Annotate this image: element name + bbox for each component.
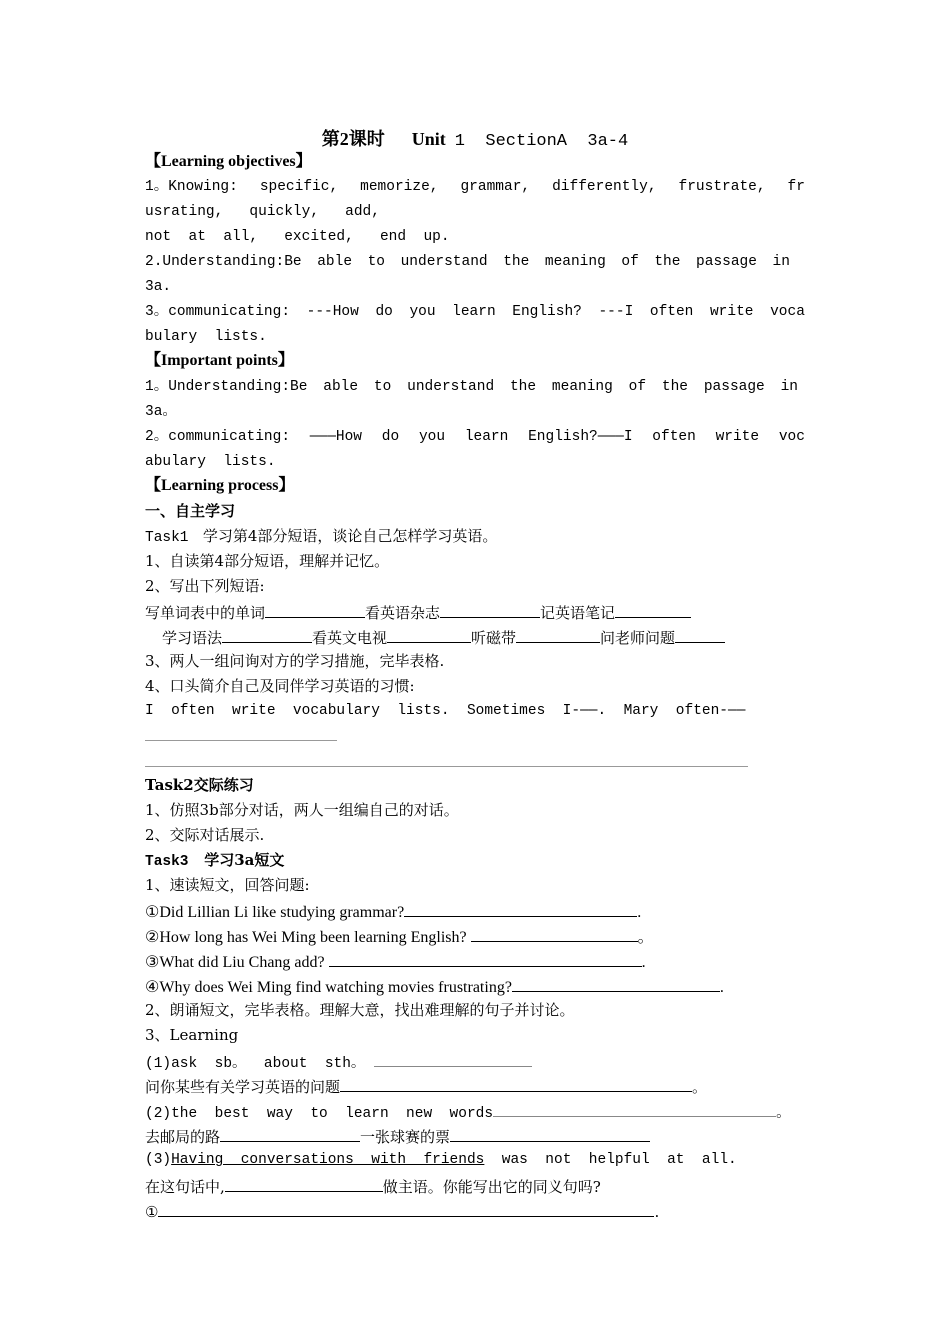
learning-1-cn: 问你某些有关学习英语的问题 。 [145, 1074, 707, 1098]
lesson-label: 第2课时 [321, 129, 385, 149]
question-3: ③What did Liu Chang add? . [145, 949, 646, 974]
question-1: ①Did Lillian Li like studying grammar? . [145, 899, 641, 924]
process-heading: 【Learning process】 [145, 477, 295, 494]
task1-step3: 3、两人一组问询对方的学习措施，完毕表格. [145, 652, 445, 670]
question-2: ②How long has Wei Ming been learning English? 。 [145, 924, 654, 949]
answer-blank[interactable] [450, 1124, 650, 1142]
answer-line[interactable] [145, 740, 337, 741]
question-4: ④Why does Wei Ming find watching movies frustrating? . [145, 974, 724, 999]
answer-blank[interactable] [374, 1049, 532, 1067]
objectives-communicating-line1: 3。communicating: ---How do you learn English? ---I often write voca [145, 304, 805, 320]
underlined-phrase: Having conversations with friends [171, 1152, 485, 1168]
blank[interactable] [222, 625, 312, 643]
important-communicating-line2: abulary lists. [145, 454, 276, 470]
answer-line[interactable] [145, 766, 748, 767]
important-understanding-line1: 1。Understanding:Be able to understand the meaning of the passage in [145, 379, 798, 395]
answer-blank[interactable] [158, 1199, 654, 1217]
important-understanding-line2: 3a。 [145, 404, 177, 420]
task2-step2: 2、交际对话展示. [145, 826, 265, 844]
task1-line [145, 525, 497, 549]
unit-label: Unit [411, 129, 446, 149]
important-communicating-line1: 2。communicating: ———How do you learn English?———I often write voc [145, 429, 805, 445]
task3-text: 学习3a短文 [204, 851, 285, 869]
important-heading: 【Important points】 [145, 352, 294, 369]
learning-2: (2)the best way to learn new words 。 [145, 1099, 791, 1125]
blank[interactable] [615, 600, 691, 618]
task3-line [145, 849, 284, 873]
task2-text: 交际练习 [193, 776, 254, 794]
objectives-knowing-line1: 1。Knowing: specific, memorize, grammar, differently, frustrate, fr [145, 179, 805, 195]
section-label: 1 SectionA 3a-4 [454, 132, 629, 151]
task2-line [145, 774, 254, 796]
learning-3-answer: ① . [145, 1199, 659, 1223]
objectives-understanding-line1: 2.Understanding:Be able to understand the meaning of the passage in [145, 254, 790, 270]
task1-text: 学习第4部分短语，谈论自己怎样学习英语。 [202, 527, 498, 545]
blank[interactable] [675, 625, 725, 643]
blank[interactable] [387, 625, 471, 643]
task1-step2: 2、写出下列短语: [145, 577, 265, 595]
task1-step1: 1、自读第4部分短语，理解并记忆。 [145, 552, 390, 570]
task3-step2: 2、朗诵短文，完毕表格。理解大意，找出难理解的句子并讨论。 [145, 1001, 575, 1019]
learning-3: (3)Having conversations with friends was not helpful at all. [145, 1152, 737, 1168]
learning-3-cn: 在这句话中, 做主语。你能写出它的同义句吗? [145, 1174, 601, 1198]
objectives-heading: 【Learning objectives】 [145, 153, 312, 170]
task2-label: Task2 [145, 776, 194, 794]
answer-blank[interactable] [220, 1124, 360, 1142]
answer-blank[interactable] [493, 1099, 776, 1117]
task3-label: Task3 [145, 854, 189, 870]
answer-blank[interactable] [404, 899, 637, 917]
answer-blank[interactable] [340, 1074, 692, 1092]
task3-step1: 1、速读短文，回答问题: [145, 876, 310, 894]
answer-blank[interactable] [329, 949, 642, 967]
task1-label: Task1 [145, 530, 189, 546]
objectives-knowing-line3: not at all, excited, end up. [145, 229, 450, 245]
task2-step1: 1、仿照3b部分对话，两人一组编自己的对话。 [145, 801, 459, 819]
answer-blank[interactable] [471, 924, 638, 942]
page-title [0, 125, 950, 151]
blank[interactable] [440, 600, 540, 618]
learning-2-cn: 去邮局的路 一张球赛的票 [145, 1124, 650, 1148]
blank[interactable] [265, 600, 365, 618]
blank[interactable] [516, 625, 600, 643]
phrases-row1: 写单词表中的单词 看英语杂志 记英语笔记 [145, 600, 691, 624]
objectives-communicating-line2: bulary lists. [145, 329, 267, 345]
task3-step3: 3、Learning [145, 1026, 239, 1044]
objectives-knowing-line2: usrating, quickly, add, [145, 204, 380, 220]
answer-blank[interactable] [225, 1174, 383, 1192]
phrases-row2: 学习语法 看英文电视 听磁带 问老师问题 [162, 625, 725, 649]
habit-sentence: I often write vocabulary lists. Sometimes I-——. Mary often-—— [145, 703, 746, 719]
task1-step4: 4、口头简介自己及同伴学习英语的习惯: [145, 677, 415, 695]
part1-heading: 一、自主学习 [145, 502, 236, 520]
objectives-understanding-line2: 3a. [145, 279, 172, 295]
answer-blank[interactable] [512, 974, 720, 992]
learning-1: (1)ask sb。 about sth。 [145, 1049, 532, 1075]
